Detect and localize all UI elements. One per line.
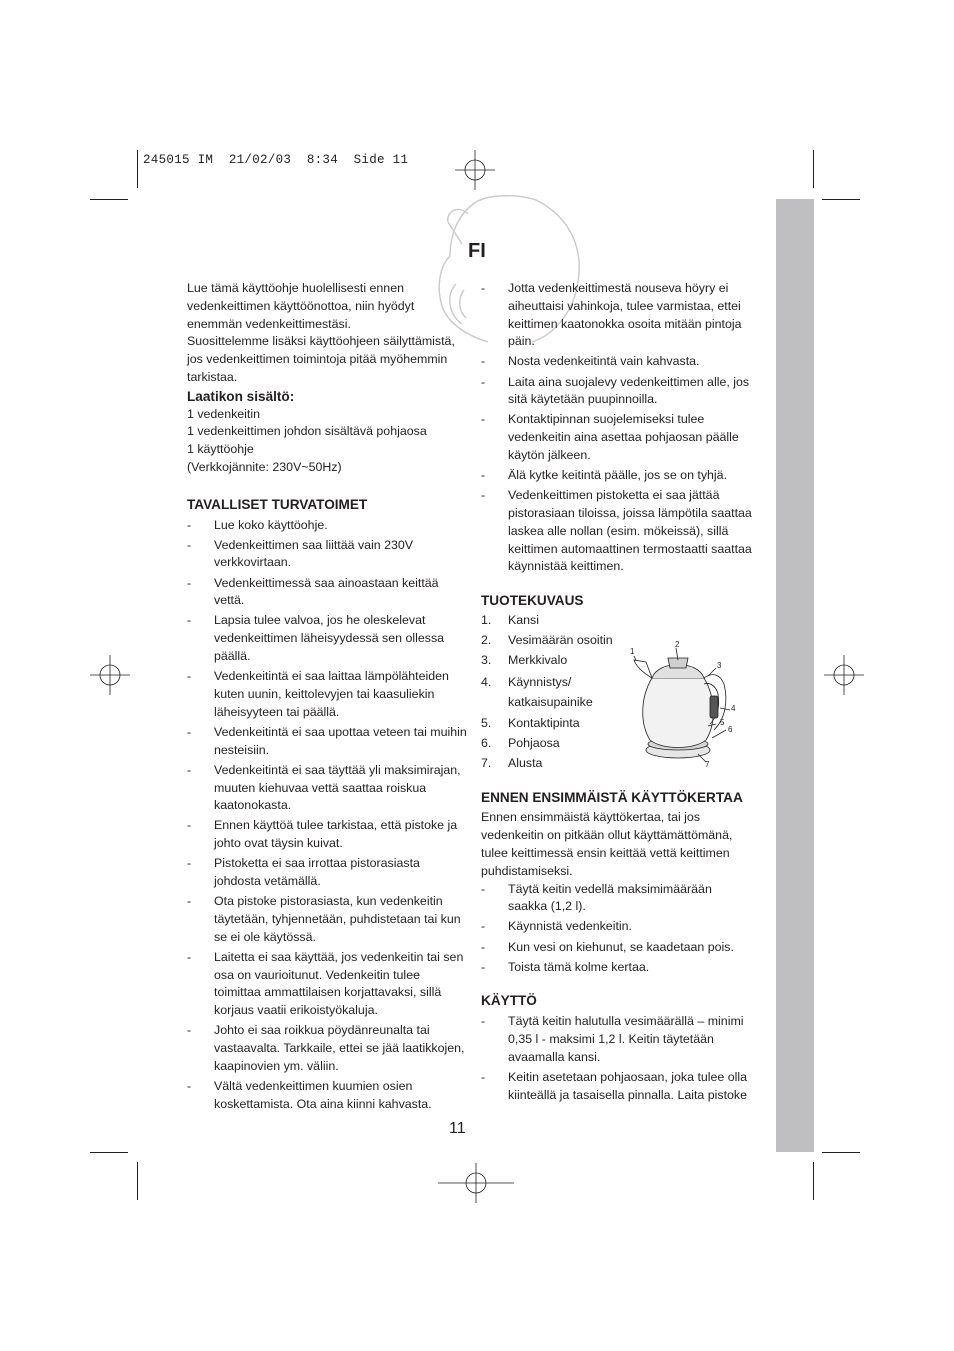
list-item: - Nosta vedenkeitintä vain kahvasta. xyxy=(481,354,700,369)
list-item: - Keitin asetetaan pohjaosaan, joka tulee olla kiinteällä ja tasaisella pinnalla. Laita pistoke xyxy=(481,1069,748,1102)
intro-paragraph: Lue tämä käyttöohje huolellisesti ennen vedenkeittimen käyttöönottoa, niin hyödyt enemmän vedenkeittimestäsi. xyxy=(187,281,415,331)
list-item: - Älä kytke keitintä päälle, jos se on tyhjä. xyxy=(481,468,728,483)
list-item: - Lue koko käyttöohje. xyxy=(187,517,328,532)
callout-label: 7 xyxy=(705,760,710,769)
contents-item: (Verkkojännite: 230V~50Hz) xyxy=(187,459,342,474)
contents-item: 1 käyttöohje xyxy=(187,442,254,457)
registration-mark-left xyxy=(90,655,130,695)
first-use-intro: Ennen ensimmäistä käyttökertaa, tai jos vedenkeitin on pitkään ollut käyttämättömänä, tulee keittimessä ensin keittää vettä keittimen puhdistamiseksi. xyxy=(481,810,733,878)
callout-label: 4 xyxy=(731,704,736,713)
side-tab-bar xyxy=(776,199,814,1152)
list-item: - Pistoketta ei saa irrottaa pistorasiasta johdosta vetämällä. xyxy=(187,856,420,889)
list-item: - Täytä keitin halutulla vesimäärällä – minimi 0,35 l - maksimi 1,2 l. Keitin täytetään avaamalla kansi. xyxy=(481,1014,744,1064)
language-label: FI xyxy=(468,240,486,262)
list-item: - Vedenkeittimen pistoketta ei saa jättää pistorasiaan tiloissa, joissa lämpötila saattaa laskea alle nollan (esim. mökeissä), sillä keittimen automaattinen termostaatti saattaa käynnistää keittimen. xyxy=(481,488,752,574)
list-item: - Täytä keitin vedellä maksimimäärään saakka (1,2 l). xyxy=(481,881,712,914)
list-item: 5. Kontaktipinta xyxy=(481,715,580,730)
product-heading: TUOTEKUVAUS xyxy=(481,593,584,609)
contents-item: 1 vedenkeitin xyxy=(187,406,261,421)
contents-heading: Laatikon sisältö: xyxy=(187,388,295,404)
list-item: 2. Vesimäärän osoitin xyxy=(481,633,613,648)
list-item: - Jotta vedenkeittimestä nouseva höyry ei aiheuttaisi vahinkoja, tulee varmistaa, ettei keittimen kaatonokka osoita mitään pintoja päin. xyxy=(481,281,742,349)
usage-heading: KÄYTTÖ xyxy=(481,993,537,1009)
crop-mark xyxy=(90,1152,128,1153)
usage-list xyxy=(481,1013,758,1104)
list-item: - Käynnistä vedenkeitin. xyxy=(481,919,632,934)
list-item: 4. Käynnistys/ katkaisupainike xyxy=(481,675,593,710)
callout-label: 6 xyxy=(728,725,733,734)
list-item: - Johto ei saa roikkua pöydänreunalta tai vastaavalta. Tarkkaile, ettei se jää laatikkojen, kaapinovien ym. väliin. xyxy=(187,1023,465,1073)
first-use-list xyxy=(481,881,746,977)
callout-label: 3 xyxy=(717,661,722,670)
crop-mark xyxy=(137,1162,138,1200)
list-item: - Vedenkeitintä ei saa laittaa lämpölähteiden kuten uunin, keittolevyjen tai kaasuliekin läheisyyteen tai päällä. xyxy=(187,669,449,719)
first-use-heading: ENNEN ENSIMMÄISTÄ KÄYTTÖKERTAA xyxy=(481,789,743,805)
list-item: - Vedenkeittimessä saa ainoastaan keittää vettä. xyxy=(187,575,439,608)
list-item: - Vältä vedenkeittimen kuumien osien koskettamista. Ota aina kiinni kahvasta. xyxy=(187,1079,432,1111)
crop-mark xyxy=(822,199,860,200)
list-item: 3. Merkkivalo xyxy=(481,653,568,668)
list-item: - Vedenkeitintä ei saa upottaa veteen tai muihin nesteisiin. xyxy=(187,724,467,757)
crop-mark xyxy=(137,150,138,188)
print-slug: 245015 IM 21/02/03 8:34 Side 11 xyxy=(143,153,409,167)
list-item: - Vedenkeittimen saa liittää vain 230V verkkovirtaan. xyxy=(187,537,414,570)
crop-mark xyxy=(822,1152,860,1153)
list-item: 6. Pohjaosa xyxy=(481,735,560,750)
contents-item: 1 vedenkeittimen johdon sisältävä pohjaosa xyxy=(187,424,427,439)
crop-mark xyxy=(813,1162,814,1200)
registration-mark-bottom xyxy=(438,1163,514,1203)
list-item: - Ennen käyttöä tulee tarkistaa, että pistoke ja johto ovat täysin kuivat. xyxy=(187,818,458,851)
list-item: - Vedenkeitintä ei saa täyttää yli maksimirajan, muuten kiehuvaa vettä saattaa roiskua kaatonokasta. xyxy=(187,762,461,813)
safety-list-continued xyxy=(481,280,758,576)
safety-list xyxy=(187,517,467,1114)
callout-label: 1 xyxy=(630,647,635,656)
left-column xyxy=(187,280,467,1116)
list-item: - Lapsia tulee valvoa, jos he oleskelevat vedenkeittimen läheisyydessä sen ollessa päällä. xyxy=(187,613,445,664)
callout-label: 5 xyxy=(720,718,725,727)
registration-mark-top xyxy=(455,150,495,190)
product-parts-list xyxy=(481,612,621,773)
list-item: - Toista tämä kolme kertaa. xyxy=(481,959,650,974)
list-item: - Laitetta ei saa käyttää, jos vedenkeitin tai sen osa on vaurioitunut. Vedenkeitin tulee toimittaa ammattilaisen korjattavaksi, sillä korjaus vaatii erikoistyökaluja. xyxy=(187,949,464,1018)
list-item: - Kun vesi on kiehunut, se kaadetaan pois. xyxy=(481,939,734,954)
list-item: - Laita aina suojalevy vedenkeittimen alle, jos sitä käytetään puupinnoilla. xyxy=(481,374,750,407)
registration-mark-right xyxy=(824,655,864,695)
callout-label: 2 xyxy=(675,640,680,649)
crop-mark xyxy=(813,150,814,188)
list-item: - Kontaktipinnan suojelemiseksi tulee vedenkeitin aina asettaa pohjaosan päälle käytön jälkeen. xyxy=(481,412,739,463)
list-item: - Ota pistoke pistorasiasta, kun vedenkeitin täytetään, tyhjennetään, puhdistetaan tai kun se ei ole käytössä. xyxy=(187,894,461,944)
kettle-diagram xyxy=(628,638,748,770)
intro-paragraph: Suosittelemme lisäksi käyttöohjeen säilyttämistä, jos vedenkeittimen toimintoja pitää myöhemmin tarkistaa. xyxy=(187,334,455,384)
safety-heading: TAVALLISET TURVATOIMET xyxy=(187,496,368,512)
page-number: 11 xyxy=(449,1120,466,1137)
list-item: 1. Kansi xyxy=(481,613,539,628)
list-item: 7. Alusta xyxy=(481,755,543,770)
crop-mark xyxy=(90,199,128,200)
